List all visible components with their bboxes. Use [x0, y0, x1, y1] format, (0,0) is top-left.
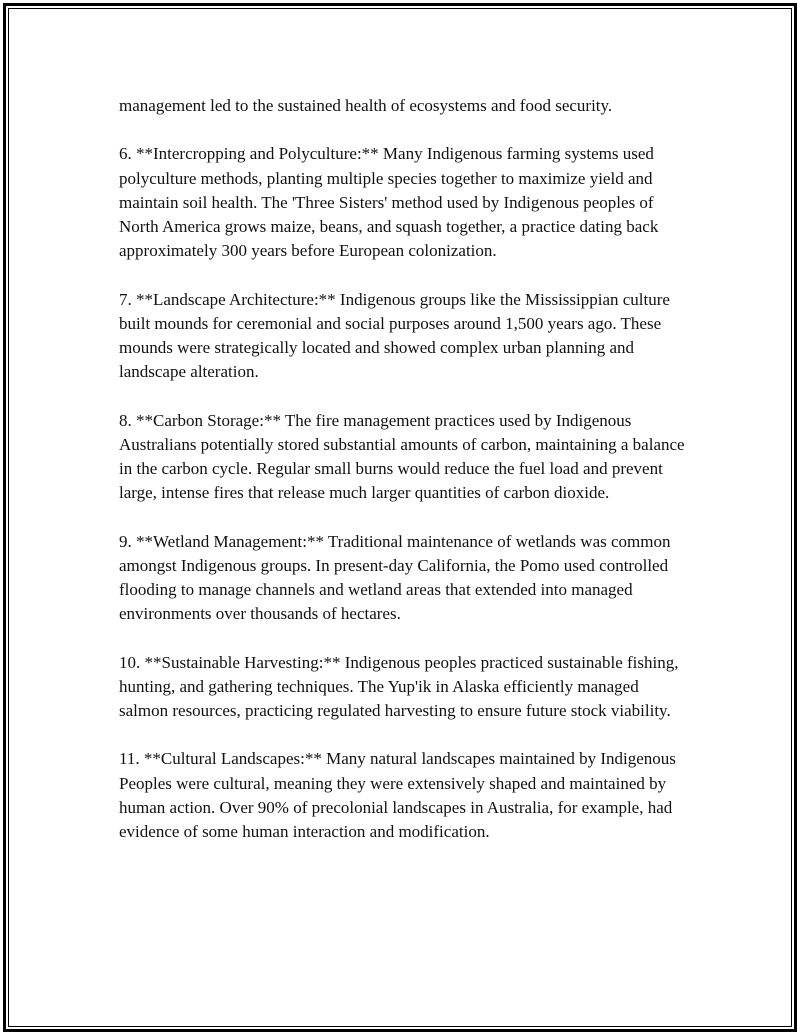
page-frame — [3, 3, 797, 1032]
paragraph-landscape-architecture: 7. **Landscape Architecture:** Indigenous groups like the Mississippian culture built mounds for ceremonial and social purposes around 1,500 years ago. These mounds were strategically located and showed complex urban planning and landscape alteration. — [119, 289, 670, 382]
document-body — [119, 94, 685, 868]
paragraph-continuation: management led to the sustained health of ecosystems and food security. — [119, 96, 613, 115]
paragraph-carbon-storage: 8. **Carbon Storage:** The fire management practices used by Indigenous Australians potentially stored substantial amounts of carbon, maintaining a balance in the carbon cycle. Regular small burns would reduce the fuel load and prevent large, intense fires that release much larger quantities of carbon dioxide. — [119, 410, 685, 503]
paragraph-wetland-management: 9. **Wetland Management:** Traditional maintenance of wetlands was common amongst Indigenous groups. In present-day California, the Pomo used controlled flooding to manage channels and wetland areas that extended into managed environments over thousands of hectares. — [119, 531, 671, 624]
paragraph-cultural-landscapes: 11. **Cultural Landscapes:** Many natural landscapes maintained by Indigenous Peoples were cultural, meaning they were extensively shaped and maintained by human action. Over 90% of precolonial landscapes in Australia, for example, had evidence of some human interaction and modification. — [119, 749, 676, 841]
paragraph-intercropping: 6. **Intercropping and Polyculture:** Many Indigenous farming systems used polyculture methods, planting multiple species together to maximize yield and maintain soil health. The 'Three Sisters' method used by Indigenous peoples of North America grows maize, beans, and squash together, a practice dating back approximately 300 years before European colonization. — [119, 144, 659, 261]
paragraph-sustainable-harvesting: 10. **Sustainable Harvesting:** Indigenous peoples practiced sustainable fishing, hunting, and gathering techniques. The Yup'ik in Alaska efficiently managed salmon resources, practicing regulated harvesting to ensure future stock viability. — [119, 652, 679, 720]
